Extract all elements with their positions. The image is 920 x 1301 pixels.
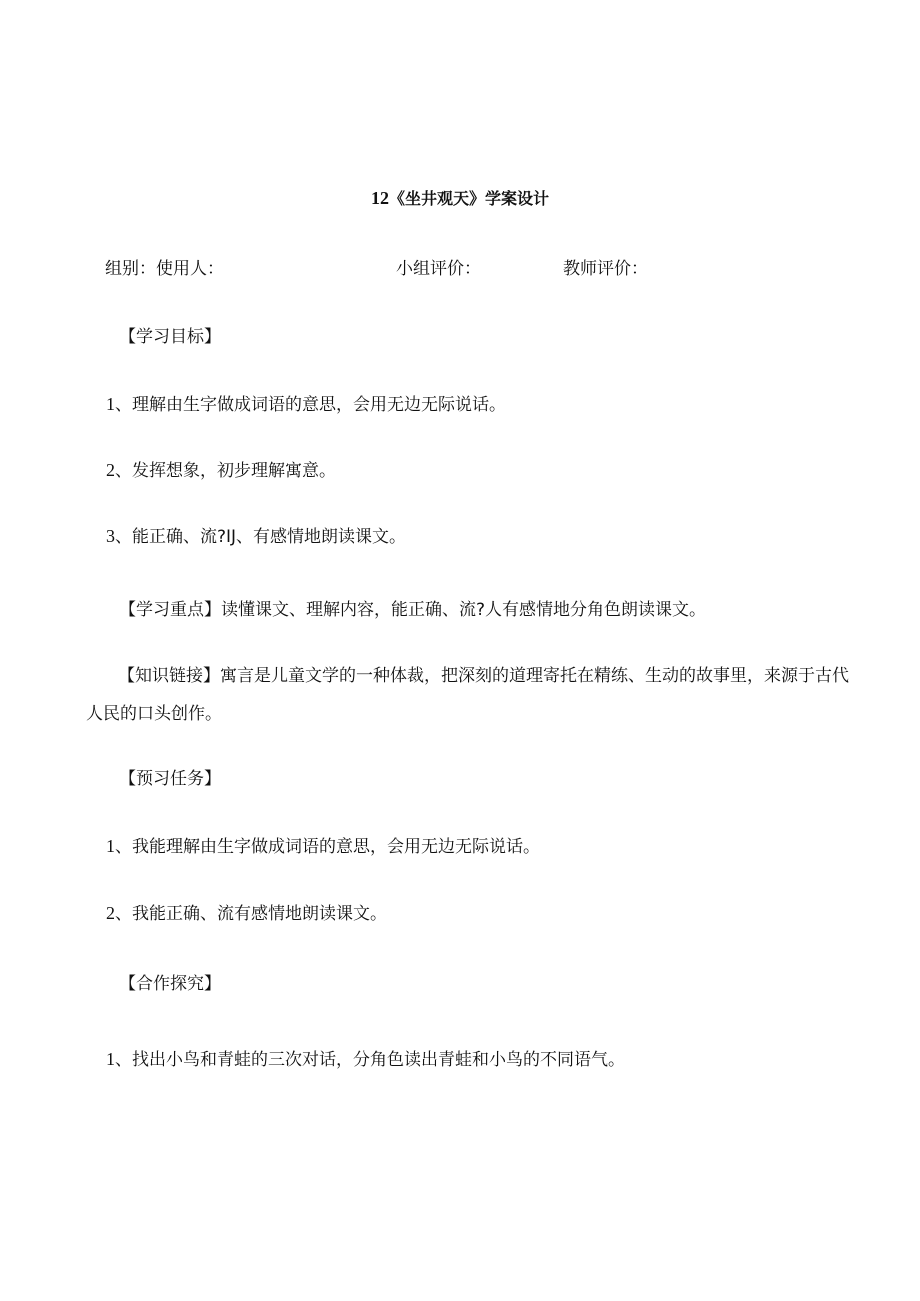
group-eval-label: 小组评价： <box>396 259 481 279</box>
knowledge-link-paragraph: 【知识链接】寓言是儿童文学的一种体裁，把深刻的道理寄托在精练、生动的故事里，来源于古代人民的口头创作。 <box>86 666 849 724</box>
title-number: 12 <box>370 188 389 208</box>
cooperation-heading: 【合作探究】 <box>119 974 221 994</box>
goal-item-3 <box>106 524 406 549</box>
goal-item-3-text: 、能正确、流?IJ、有感情地朗读课文。 <box>115 527 407 547</box>
goal-item-3-number: 3 <box>106 526 115 546</box>
goal-item-1-number: 1 <box>106 394 115 414</box>
goal-item-1-text: 、理解由生字做成词语的意思，会用无边无际说话。 <box>115 395 506 415</box>
key-points-paragraph: 【学习重点】读懂课文、理解内容，能正确、流?人有感情地分角色朗读课文。 <box>119 600 707 620</box>
goal-item-2-text: 、发挥想象，初步理解寓意。 <box>115 461 336 481</box>
preview-tasks-heading: 【预习任务】 <box>119 769 221 789</box>
goal-item-2-number: 2 <box>106 460 115 480</box>
preview-item-1-text: 、我能理解由生字做成词语的意思，会用无边无际说话。 <box>115 837 540 857</box>
teacher-eval-label: 教师评价： <box>563 259 648 279</box>
preview-item-1-number: 1 <box>106 836 115 856</box>
cooperation-item-1-text: 、找出小鸟和青蛙的三次对话，分角色读出青蛙和小鸟的不同语气。 <box>115 1050 625 1070</box>
title-text: 《坐井观天》学案设计 <box>388 189 549 208</box>
goal-item-1 <box>106 392 506 417</box>
cooperation-item-1 <box>106 1047 625 1072</box>
learning-goals-heading: 【学习目标】 <box>119 327 221 347</box>
preview-item-2-number: 2 <box>106 903 115 923</box>
preview-item-1 <box>106 834 540 859</box>
group-user-label: 组别：使用人： <box>105 259 224 279</box>
cooperation-item-1-number: 1 <box>106 1049 115 1069</box>
preview-item-2-text: 、我能正确、流有感情地朗读课文。 <box>115 904 387 924</box>
goal-item-2 <box>106 458 336 483</box>
page-title <box>0 186 920 211</box>
preview-item-2 <box>106 901 387 926</box>
